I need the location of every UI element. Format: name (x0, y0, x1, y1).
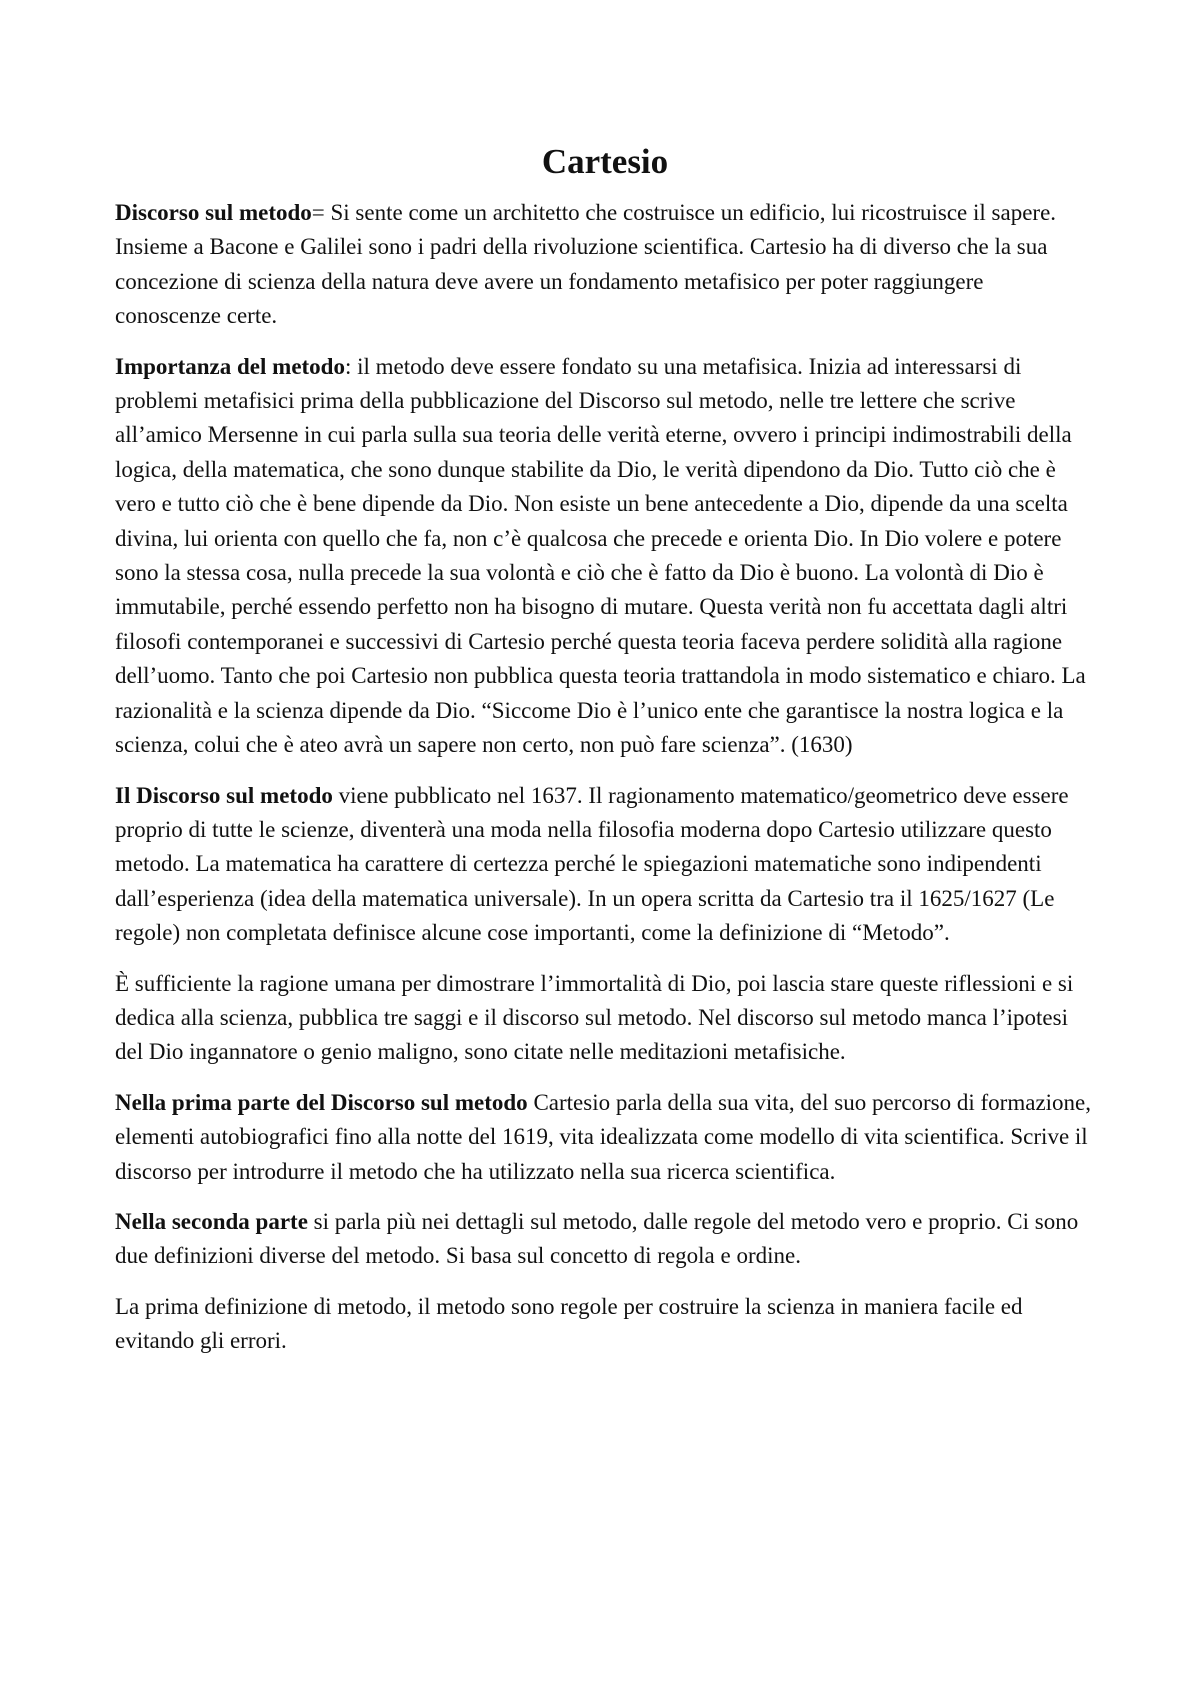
paragraph-lead: Discorso sul metodo (115, 200, 312, 225)
paragraph-importanza-del-metodo (115, 350, 1095, 763)
paragraph-text: Cartesio parla della sua vita, del suo percorso di formazione, elementi autobiografici fino alla notte del 1619, vita idealizzata come modello di vita scientifica. Scrive il discorso per introdurre il metodo che ha utilizzato nella sua ricerca scientifica. (115, 1089, 1091, 1184)
paragraph-text: viene pubblicato nel 1637. Il ragionamento matematico/geometrico deve essere proprio di tutte le scienze, diventerà una moda nella filosofia moderna dopo Cartesio utilizzare questo metodo. La matematica ha carattere di certezza perché le spiegazioni matematiche sono indipendenti dall’esperienza (idea della matematica universale). In un opera scritta da Cartesio tra il 1625/1627 (Le regole) non completata definisce alcune cose importanti, come la definizione di “Metodo”. (115, 782, 1069, 946)
paragraph-ragione-umana (115, 967, 1095, 1070)
paragraph-pubblicazione-discorso (115, 779, 1095, 951)
paragraph-text: = Si sente come un architetto che costruisce un edificio, lui ricostruisce il sapere. Insieme a Bacone e Galilei sono i padri della rivoluzione scientifica. Cartesio ha di diverso che la sua concezione di scienza della natura deve avere un fondamento metafisico per poter raggiungere conoscenze certe. (115, 200, 1057, 329)
document-title: Cartesio (541, 142, 669, 181)
paragraph-lead: Nella seconda parte (115, 1208, 308, 1234)
paragraph-discorso-sul-metodo (115, 196, 1095, 334)
paragraph-prima-definizione (115, 1290, 1095, 1359)
paragraph-text: si parla più nei dettagli sul metodo, dalle regole del metodo vero e proprio. Ci sono due definizioni diverse del metodo. Si basa sul concetto di regola e ordine. (115, 1208, 1079, 1269)
paragraph-text: È sufficiente la ragione umana per dimostrare l’immortalità di Dio, poi lascia stare queste riflessioni e si dedica alla scienza, pubblica tre saggi e il discorso sul metodo. Nel discorso sul metodo manca l’ipotesi del Dio ingannatore o genio maligno, sono citate nelle meditazioni metafisiche. (115, 970, 1074, 1065)
paragraph-prima-parte (115, 1086, 1095, 1189)
paragraph-lead: Importanza del metodo (115, 353, 345, 379)
paragraph-text: La prima definizione di metodo, il metodo sono regole per costruire la scienza in maniera facile ed evitando gli errori. (115, 1293, 1023, 1354)
document-page (115, 140, 1095, 1375)
paragraph-seconda-parte (115, 1205, 1095, 1274)
paragraph-text: : il metodo deve essere fondato su una metafisica. Inizia ad interessarsi di problemi metafisici prima della pubblicazione del Discorso sul metodo, nelle tre lettere che scrive all’amico Mersenne in cui parla sulla sua teoria delle verità eterne, ovvero i principi indimostrabili della logica, della matematica, che sono dunque stabilite da Dio, le verità dipendono da Dio. Tutto ciò che è vero e tutto ciò che è bene dipende da Dio. Non esiste un bene antecedente a Dio, dipende da una scelta divina, lui orienta con quello che fa, non c’è qualcosa che precede e orienta Dio. In Dio volere e potere sono la stessa cosa, nulla precede la sua volontà e ciò che è fatto da Dio è buono. La volontà di Dio è immutabile, perché essendo perfetto non ha bisogno di mutare. Questa verità non fu accettata dagli altri filosofi contemporanei e successivi di Cartesio perché questa teoria faceva perdere solidità alla ragione dell’uomo. Tanto che poi Cartesio non pubblica questa teoria trattandola in modo sistematico e chiaro. La razionalità e la scienza dipende da Dio. “Siccome Dio è l’unico ente che garantisce la nostra logica e la scienza, colui che è ateo avrà un sapere non certo, non può fare scienza”. (1630) (115, 353, 1086, 758)
paragraph-lead: Nella prima parte del Discorso sul metodo (115, 1089, 528, 1115)
paragraph-lead: Il Discorso sul metodo (115, 782, 333, 808)
